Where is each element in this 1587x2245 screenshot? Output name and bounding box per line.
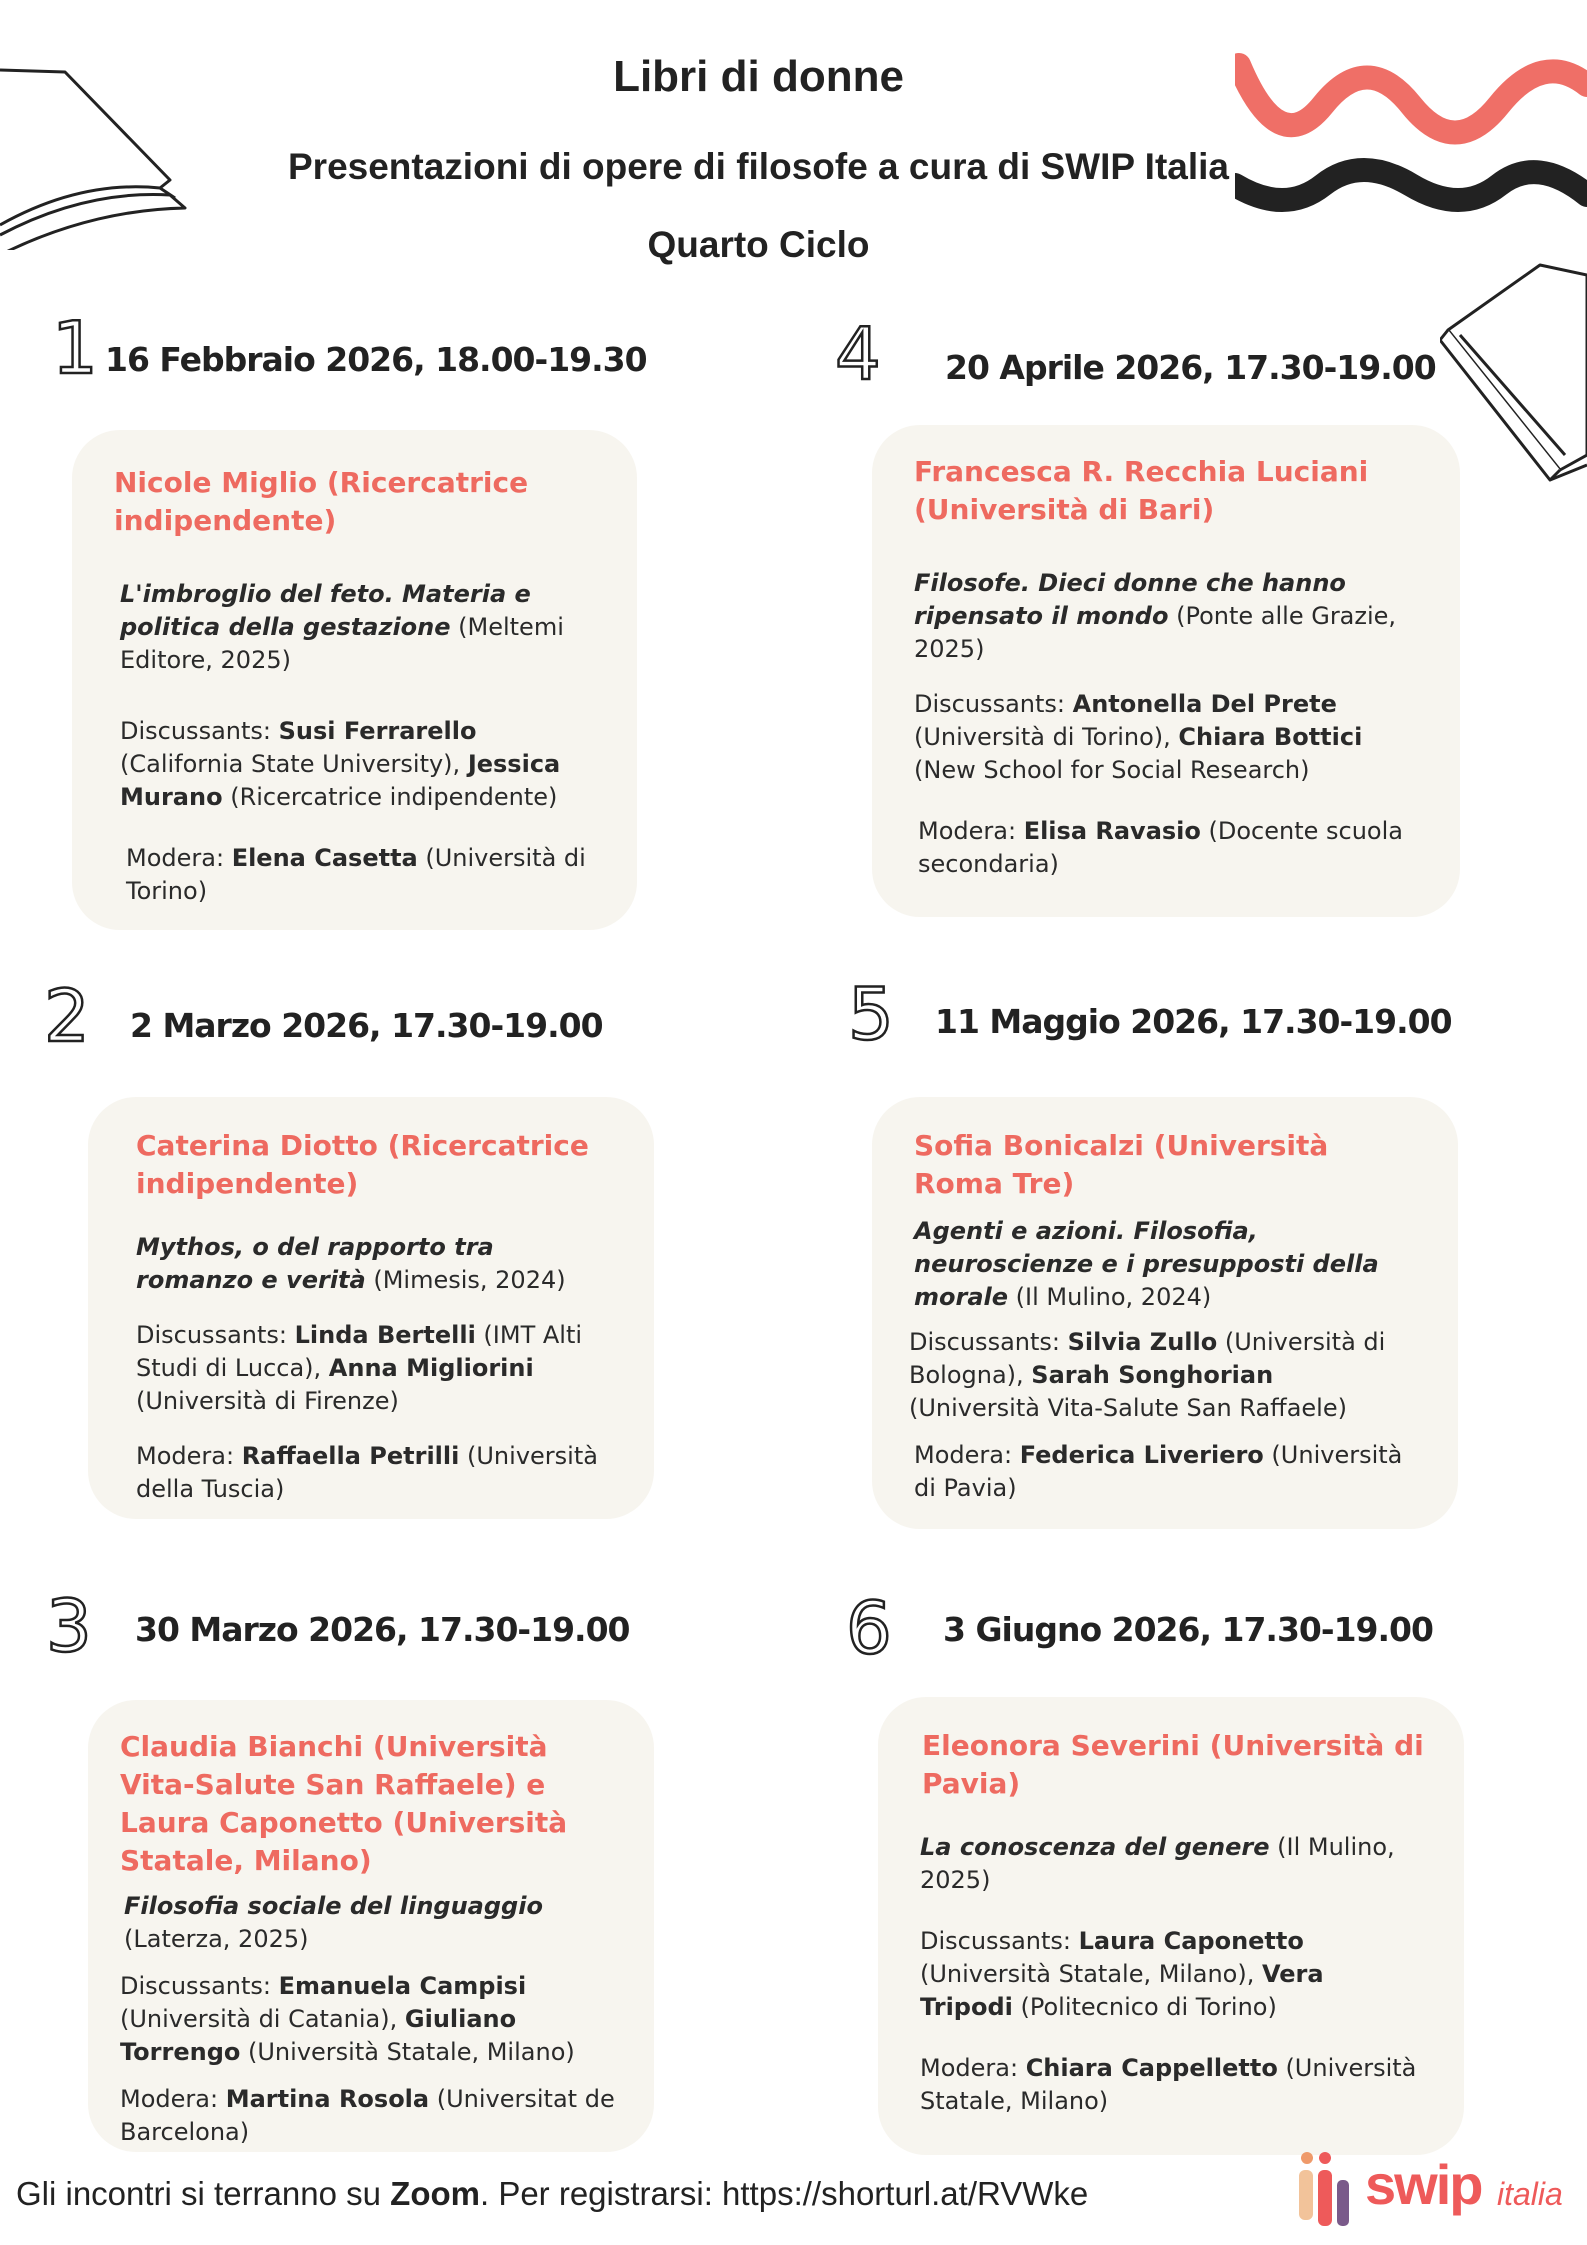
- event-book: [136, 1231, 606, 1297]
- book-publisher: (Ponte alle Grazie, 2025): [914, 602, 1397, 663]
- book-publisher: (Il Mulino, 2024): [1008, 1283, 1212, 1311]
- event-speaker: Caterina Diotto (Ricercatrice indipendente): [136, 1129, 589, 1200]
- event-speaker: Nicole Miglio (Ricercatrice indipendente): [114, 466, 529, 537]
- book-publisher: (Laterza, 2025): [124, 1925, 309, 1953]
- event-book: [914, 567, 1412, 666]
- event-discussants: Discussants: Silvia Zullo (Università di Bologna), Sarah Songhorian (Università Vita-Salute San Raffaele): [909, 1328, 1386, 1422]
- moderator-name: Elisa Ravasio: [1023, 817, 1201, 845]
- registration-link[interactable]: . Per registrarsi: https://shorturl.at/RVWke: [479, 2175, 1089, 2212]
- event-number: 4: [835, 312, 881, 396]
- event-card: [88, 1097, 654, 1519]
- moderator-name: Federica Liveriero: [1019, 1441, 1264, 1469]
- moderator-name: Elena Casetta: [231, 844, 418, 872]
- event-moderator: Modera: Elena Casetta (Università di Torino): [126, 844, 586, 905]
- event-discussants: Discussants: Laura Caponetto (Università Statale, Milano), Vera Tripodi (Politecnico di Torino): [920, 1927, 1324, 2021]
- event-speaker: Francesca R. Recchia Luciani (Università di Bari): [914, 455, 1369, 526]
- event-card: [72, 430, 637, 930]
- discussant-name: Antonella Del Prete: [1072, 690, 1337, 718]
- event-card: [872, 1097, 1458, 1529]
- logo-wordmark: swip: [1365, 2153, 1482, 2216]
- discussant-name: Silvia Zullo: [1067, 1328, 1218, 1356]
- event-number: 1: [52, 306, 98, 390]
- discussant-name: Anna Migliorini: [328, 1354, 534, 1382]
- event-book: [920, 1831, 1424, 1897]
- discussant-name: Susi Ferrarello: [278, 717, 477, 745]
- book-publisher: (Il Mulino, 2025): [920, 1833, 1395, 1894]
- book-title: Filosofia sociale del linguaggio: [124, 1892, 543, 1920]
- book-title: L'imbroglio del feto. Materia e politica della gestazione: [120, 580, 531, 641]
- discussant-name: Jessica Murano: [120, 750, 561, 811]
- event-discussants: Discussants: Linda Bertelli (IMT Alti Studi di Lucca), Anna Migliorini (Università di Firenze): [136, 1321, 583, 1415]
- event-speaker: Sofia Bonicalzi (Università Roma Tre): [914, 1129, 1329, 1200]
- book-title: Mythos, o del rapporto tra romanzo e verità: [136, 1233, 494, 1294]
- book-publisher: (Meltemi Editore, 2025): [120, 613, 564, 674]
- event-card: [88, 1700, 654, 2152]
- event-book: [120, 578, 589, 677]
- event-book: [914, 1215, 1410, 1314]
- event-moderator: Modera: Martina Rosola (Universitat de Barcelona): [120, 2085, 615, 2146]
- event-date: 30 Marzo 2026, 17.30-19.00: [135, 1610, 630, 1649]
- event-number: 2: [44, 974, 90, 1058]
- event-discussants: Discussants: Antonella Del Prete (Università di Torino), Chiara Bottici (New School for Social Research): [914, 690, 1363, 784]
- event-moderator: Modera: Chiara Cappelletto (Università Statale, Milano): [920, 2054, 1417, 2115]
- event-discussants: Discussants: Susi Ferrarello (California State University), Jessica Murano (Ricercatrice indipendente): [120, 717, 561, 811]
- platform-name: Zoom: [390, 2175, 480, 2212]
- event-date: 2 Marzo 2026, 17.30-19.00: [130, 1006, 603, 1045]
- footer-text: Gli incontri si terranno su Zoom. Per registrarsi: https://shorturl.at/RVWke: [16, 2175, 1089, 2212]
- event-moderator: Modera: Elisa Ravasio (Docente scuola secondaria): [918, 817, 1403, 878]
- logo-subtitle: italia: [1497, 2176, 1563, 2212]
- cycle-label: Quarto Ciclo: [647, 224, 870, 265]
- book-title: Filosofe. Dieci donne che hanno ripensato il mondo: [914, 569, 1346, 630]
- book-title: Agenti e azioni. Filosofia, neuroscienze e i presupposti della morale: [914, 1217, 1379, 1311]
- closed-book-icon: [1440, 255, 1587, 485]
- book-title: La conoscenza del genere: [920, 1833, 1270, 1861]
- event-book: [124, 1890, 626, 1956]
- discussant-name: Vera Tripodi: [920, 1960, 1324, 2021]
- event-date: 20 Aprile 2026, 17.30-19.00: [945, 348, 1436, 387]
- event-number: 6: [846, 1586, 892, 1670]
- discussant-name: Sarah Songhorian: [1031, 1361, 1274, 1389]
- moderator-name: Raffaella Petrilli: [241, 1442, 460, 1470]
- event-number: 3: [46, 1584, 92, 1668]
- event-date: 16 Febbraio 2026, 18.00-19.30: [105, 340, 647, 379]
- moderator-name: Chiara Cappelletto: [1025, 2054, 1278, 2082]
- discussant-name: Laura Caponetto: [1078, 1927, 1304, 1955]
- discussant-name: Giuliano Torrengo: [120, 2005, 517, 2066]
- event-moderator: Modera: Federica Liveriero (Università di Pavia): [914, 1441, 1403, 1502]
- swip-logo-mark-icon: [1285, 2150, 1363, 2230]
- page-subtitle: Presentazioni di opere di filosofe a cura di SWIP Italia: [288, 146, 1229, 187]
- book-publisher: (Mimesis, 2024): [365, 1266, 566, 1294]
- event-discussants: Discussants: Emanuela Campisi (Università di Catania), Giuliano Torrengo (Università Statale, Milano): [120, 1972, 575, 2066]
- moderator-name: Martina Rosola: [225, 2085, 430, 2113]
- event-moderator: Modera: Raffaella Petrilli (Università della Tuscia): [136, 1442, 598, 1503]
- discussant-name: Chiara Bottici: [1178, 723, 1363, 751]
- event-date: 11 Maggio 2026, 17.30-19.00: [935, 1002, 1452, 1041]
- page-title: Libri di donne: [613, 52, 904, 101]
- swip-logo: [1285, 2150, 1565, 2230]
- event-speaker: Claudia Bianchi (Università Vita-Salute San Raffaele) e Laura Caponetto (Università Statale, Milano): [120, 1730, 568, 1877]
- event-card: [878, 1697, 1464, 2155]
- event-number: 5: [848, 972, 894, 1056]
- discussant-name: Emanuela Campisi: [278, 1972, 527, 2000]
- discussant-name: Linda Bertelli: [294, 1321, 476, 1349]
- event-speaker: Eleonora Severini (Università di Pavia): [922, 1729, 1424, 1800]
- event-date: 3 Giugno 2026, 17.30-19.00: [943, 1610, 1433, 1649]
- event-card: [872, 425, 1460, 917]
